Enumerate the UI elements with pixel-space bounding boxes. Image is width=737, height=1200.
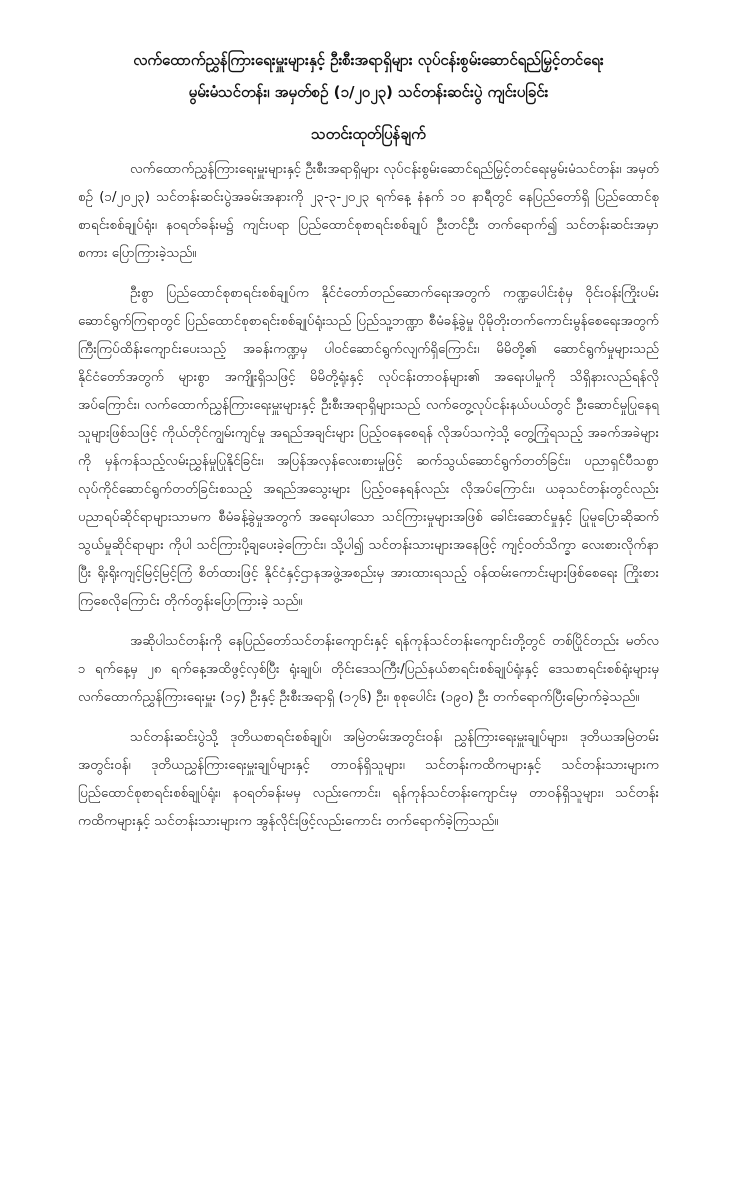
document-title-line-2: မွမ်းမံသင်တန်း၊ အမှတ်စဉ် (၁/၂၀၂၃) သင်တန်းဆင်းပွဲ ကျင်းပခြင်း	[188, 83, 549, 101]
document-subtitle: သတင်းထုတ်ပြန်ချက်	[311, 125, 426, 143]
paragraph-4: သင်တန်းဆင်းပွဲသို့ ဒုတိယစာရင်းစစ်ချုပ်၊ အမြဲတမ်းအတွင်းဝန်၊ ညွှန်ကြားရေးမှူးချုပ်များ၊ ဒုတိယအမြဲတမ်းအတွင်းဝန်၊ ဒုတိယညွှန်ကြားရေးမှူးချုပ်များနှင့် တာဝန်ရှိသူများ၊ သင်တန်းကထိကများနှင့် သင်တန်းသားများက ပြည်ထောင်စုစာရင်းစစ်ချုပ်ရုံး၊ န၀ရတ်ခန်းမမှ လည်းကောင်း၊ ရန်ကုန်သင်တန်းကျောင်းမှ တာဝန်ရှိသူများ၊ သင်တန်းကထိကများနှင့် သင်တန်းသားများက အွန်လိုင်းဖြင့်လည်းကောင်း တက်ရောက်ခဲ့ကြသည်။	[78, 730, 659, 829]
paragraph-3: အဆိုပါသင်တန်းကို နေပြည်တော်သင်တန်းကျောင်းနှင့် ရန်ကုန်သင်တန်းကျောင်းတို့တွင် တစ်ပြိုင်တည်း မတ်လ ၁ ရက်နေ့မှ ၂၈ ရက်နေ့အထိဖွင့်လှစ်ပြီး ရုံးချုပ်၊ တိုင်းဒေသကြီး/ပြည်နယ်စာရင်းစစ်ချုပ်ရုံးနှင့် ဒေသစာရင်းစစ်ရုံးများမှ လက်ထောက်ညွှန်ကြားရေးမှူး (၁၄) ဦးနှင့် ဦးစီးအရာရှိ (၁၇၆) ဦး၊ စုစုပေါင်း (၁၉၀) ဦး တက်ရောက်ပြီးမြောက်ခဲ့သည်။	[78, 634, 659, 705]
document-title-line-1: လက်ထောက်ညွှန်ကြားရေးမှူးများနှင့် ဦးစီးအရာရှိများ လုပ်ငန်းစွမ်းဆောင်ရည်မြှင့်တင်ရေး	[133, 51, 604, 69]
paragraph-1: လက်ထောက်ညွှန်ကြားရေးမှူးများနှင့် ဦးစီးအရာရှိများ လုပ်ငန်းစွမ်းဆောင်ရည်မြှင့်တင်ရေးမွမ်းမံသင်တန်း၊ အမှတ်စဉ် (၁/၂၀၂၃) သင်တန်းဆင်းပွဲအခမ်းအနားကို ၂၃-၃-၂၀၂၃ ရက်နေ့ နံနက် ၁၀ နာရီတွင် နေပြည်တော်ရှိ ပြည်ထောင်စုစာရင်းစစ်ချုပ်ရုံး၊ န၀ရတ်ခန်းမ၌ ကျင်းပရာ ပြည်ထောင်စုစာရင်းစစ်ချုပ် ဦးတင်ဦး တက်ရောက်၍ သင်တန်းဆင်းအမှာစကား ပြောကြားခဲ့သည်။	[78, 162, 659, 261]
paragraph-2: ဦးစွာ ပြည်ထောင်စုစာရင်းစစ်ချုပ်က နိုင်ငံတော်တည်ဆောက်ရေးအတွက် ကဏ္ဍပေါင်းစုံမှ ဝိုင်းဝန်းကြိုးပမ်းဆောင်ရွက်ကြရာတွင် ပြည်ထောင်စုစာရင်းစစ်ချုပ်ရုံးသည် ပြည်သူ့ဘဏ္ဍာ စီမံခန့်ခွဲမှု ပိုမိုတိုးတက်ကောင်းမွန်စေရေးအတွက် ကြီးကြပ်ထိန်းကျောင်းပေးသည့် အခန်းကဏ္ဍမှ ပါဝင်ဆောင်ရွက်လျက်ရှိကြောင်း၊ မိမိတို့၏ ဆောင်ရွက်မှုများသည် နိုင်ငံတော်အတွက် များစွာ အကျိုးရှိသဖြင့် မိမိတို့ရုံးနှင့် လုပ်ငန်းတာဝန်များ၏ အရေးပါမှုကို သိရှိနားလည်ရန်လိုအပ်ကြောင်း၊ လက်ထောက်ညွှန်ကြားရေးမှူးများနှင့် ဦးစီးအရာရှိများသည် လက်တွေ့လုပ်ငန်းနယ်ပယ်တွင် ဦးဆောင်မှုပြုနေရသူများဖြစ်သဖြင့် ကိုယ်တိုင်ကျွမ်းကျင်မှု အရည်အချင်းများ ပြည့်ဝနေစေရန် လိုအပ်သကဲ့သို့ တွေ့ကြုံရသည့် အခက်အခဲများကို မှန်ကန်သည့်လမ်းညွှန်မှုပြုနိုင်ခြင်း၊ အပြန်အလှန်လေးစားမှုဖြင့် ဆက်သွယ်ဆောင်ရွက်တတ်ခြင်း၊ ပညာရှင်ပီသစွာ လုပ်ကိုင်ဆောင်ရွက်တတ်ခြင်းစသည့် အရည်အသွေးများ ပြည့်ဝနေရန်လည်း လိုအပ်ကြောင်း၊ ယခုသင်တန်းတွင်လည်း ပညာရပ်ဆိုင်ရာများသာမက စီမံခန့်ခွဲမှုအတွက် အရေးပါသော သင်ကြားမှုများအဖြစ် ခေါင်းဆောင်မှုနှင့် ပြုမူပြောဆိုဆက်သွယ်မှုဆိုင်ရာများ ကိုပါ သင်ကြားပို့ချပေးခဲ့ကြောင်း၊ သို့ပါ၍ သင်တန်းသားများအနေဖြင့် ကျင့်ဝတ်သိက္ခာ လေးစားလိုက်နာပြီး ရိုးရိုးကျင့်မြင့်မြင့်ကြံ စိတ်ထားဖြင့် နိုင်ငံနှင့်ဌာနအဖွဲ့အစည်းမှ အားထားရသည့် ဝန်ထမ်းကောင်းများဖြစ်စေရေး ကြိုးစားကြစေလိုကြောင်း တိုက်တွန်းပြောကြားခဲ့ သည်။	[78, 286, 659, 609]
